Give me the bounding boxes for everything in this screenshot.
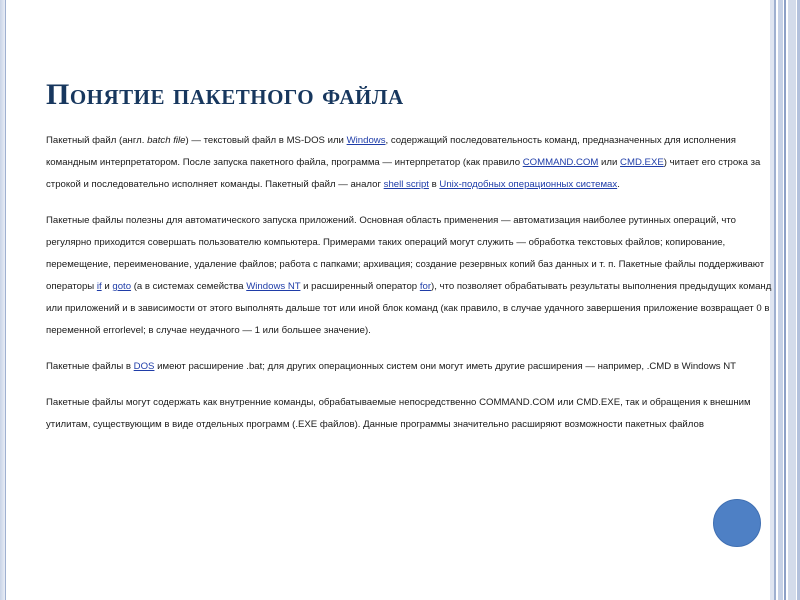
paragraph-2 bbox=[46, 210, 774, 342]
link-for[interactable]: for bbox=[419, 281, 432, 292]
text: и bbox=[101, 281, 113, 292]
link-dos[interactable]: DOS bbox=[133, 361, 155, 372]
stripe bbox=[778, 0, 783, 600]
decorative-circle bbox=[713, 499, 761, 547]
text: ) читает его строка за строкой и последовательно исполняет команды. Пакетный файл — аналог bbox=[46, 157, 761, 190]
link-if[interactable]: if bbox=[96, 281, 102, 292]
paragraph-3 bbox=[46, 356, 774, 378]
text: и расширенный оператор bbox=[300, 281, 420, 292]
text: в bbox=[428, 179, 440, 190]
link-command-com[interactable]: COMMAND.COM bbox=[522, 157, 599, 168]
stripe bbox=[784, 0, 786, 600]
paragraph-4: Пакетные файлы могут содержать как внутренние команды, обрабатываемые непосредственно COMMAND.COM или CMD.EXE, так и обращения к внешним утилитам, существующим в виде отдельных программ (.EXE файлов). Данные программы значительно расширяют возможности пакетных файлов bbox=[46, 397, 751, 430]
slide-body bbox=[46, 130, 774, 450]
link-windows[interactable]: Windows bbox=[346, 135, 386, 146]
left-border-decoration bbox=[0, 0, 5, 600]
link-shell-script[interactable]: shell script bbox=[383, 179, 429, 190]
text: ) — текстовый файл в MS-DOS или bbox=[185, 135, 347, 146]
text: имеют расширение .bat; для других операционных систем они могут иметь другие расширения — например, .CMD в Windows NT bbox=[154, 361, 737, 372]
text: (а в системах семейства bbox=[131, 281, 247, 292]
slide-title: Понятие пакетного файла bbox=[46, 78, 404, 111]
right-stripes-decoration bbox=[770, 0, 800, 600]
stripe bbox=[774, 0, 776, 600]
text: Пакетный файл (англ. bbox=[46, 135, 148, 146]
link-cmd-exe[interactable]: CMD.EXE bbox=[620, 157, 664, 168]
text: Пакетные файлы в bbox=[46, 361, 134, 372]
text: , содержащий последовательность команд, предназначенных для исполнения командным интерпретатором. После запуска пакетного файла, программа — интерпретатор (как правило bbox=[46, 135, 736, 168]
text: Пакетные файлы полезны для автоматического запуска приложений. Основная область применения — автоматизация наиболее рутинных операций, что регулярно приходится совершать пользователю компьютера. Примерами таких операций могут служить — обработка текстовых файлов; копирование, перемещение, переименование, удаление файлов; работа с папками; архивация; создание резервных копий баз данных и т. п. Пакетные файлы поддерживают операторы bbox=[46, 215, 765, 292]
link-windows-nt[interactable]: Windows NT bbox=[246, 281, 301, 292]
batch-file-term: batch file bbox=[147, 135, 186, 146]
text: ), что позволяет обрабатывать результаты выполнения предыдущих команд или приложений и в зависимости от этого выполнять дальше тот или иной блок команд (как правило, в случае удачного завершения приложение возвращает 0 в переменной errorlevel; в случае неудачного — 1 или большее значение). bbox=[46, 281, 772, 336]
link-unix-systems[interactable]: Unix-подобных операционных системах bbox=[439, 179, 618, 190]
stripe bbox=[788, 0, 796, 600]
paragraph-1 bbox=[46, 130, 774, 196]
text: или bbox=[598, 157, 621, 168]
link-goto[interactable]: goto bbox=[112, 281, 132, 292]
text: . bbox=[617, 179, 620, 190]
